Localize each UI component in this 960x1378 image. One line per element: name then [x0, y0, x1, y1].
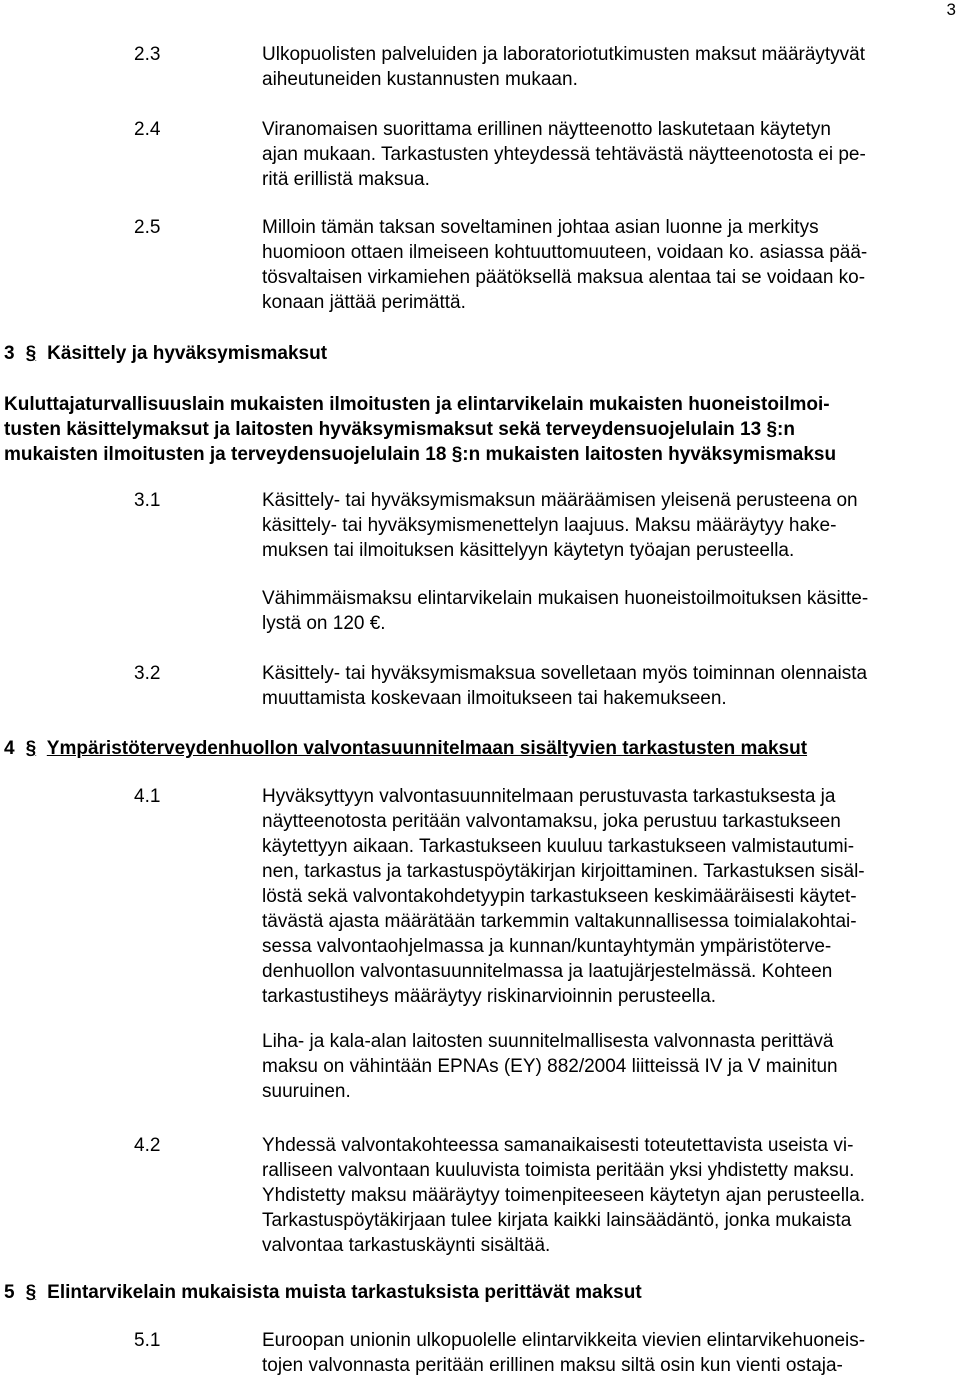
section-title: Käsittely ja hyväksymismaksut: [47, 343, 328, 364]
section-title: Elintarvikelain mukaisista muista tarkastuksista perittävät maksut: [47, 1282, 642, 1303]
section-intro: Kuluttajaturvallisuuslain mukaisten ilmoitusten ja elintarvikelain mukaisten huoneistoilmoi- tusten käsittelymaksut ja laitosten hyväksymismaksut sekä terveydensuojelulain 13 §:n mukaisten ilmoitusten ja terveydensuojelulain 18 §:n mukaisten laitosten hyväksymismaksu: [4, 394, 837, 465]
item-number: 4.2: [134, 1135, 161, 1156]
section-symbol: §: [25, 1282, 37, 1303]
section-number: 3: [4, 343, 15, 364]
item-text: Hyväksyttyyn valvontasuunnitelmaan perustuvasta tarkastuksesta ja näytteenotosta peritään valvontamaksu, joka perustuu tarkastukseen käytettyyn aikaan. Tarkastukseen kuuluu tarkastukseen valmistautumi- nen, tarkastus ja tarkastuspöytäkirjan kirjoittaminen. Tarkastuksen sisäl- löstä sekä valvontakohdetyypin tarkastukseen keskimääräisesti käytet- tävästä ajasta määrätään tarkemmin valtakunnallisessa toimialakohtai- sessa valvontaohjelmassa ja kunnan/kuntayhtymän ympäristöterve- denhuollon valvontasuunnitelmassa ja laatujärjestelmässä. Kohteen tarkastustiheys määräytyy riskinarvioinnin perusteella.: [262, 786, 865, 1007]
item-text: Viranomaisen suorittama erillinen näytteenotto laskutetaan käytetyn ajan mukaan. Tarkastusten yhteydessä tehtävästä näytteenotosta ei pe- ritä erillistä maksua.: [262, 119, 866, 190]
item-number: 3.1: [134, 490, 161, 511]
item-number: 4.1: [134, 786, 161, 807]
section-heading: [4, 341, 327, 366]
section-number: 5: [4, 1282, 15, 1303]
section-heading: [4, 1280, 642, 1305]
section-title: Ympäristöterveydenhuollon valvontasuunnitelmaan sisältyvien tarkastusten maksut: [46, 738, 808, 759]
item-text: Ulkopuolisten palveluiden ja laboratoriotutkimusten maksut määräytyvät aiheutuneiden kustannusten mukaan.: [262, 44, 866, 90]
item-extra-text: Liha- ja kala-alan laitosten suunnitelmallisesta valvonnasta perittävä maksu on vähintään EPNAs (EY) 882/2004 liitteissä IV ja V mainitun suuruinen.: [262, 1031, 838, 1102]
item-text: Käsittely- tai hyväksymismaksun määräämisen yleisenä perusteena on käsittely- tai hyväksymismenettelyn laajuus. Maksu määräytyy hake- muksen tai ilmoituksen käsittelyyn käytetyn työajan perusteella.: [262, 490, 858, 561]
item-text: Milloin tämän taksan soveltaminen johtaa asian luonne ja merkitys huomioon ottaen ilmeiseen kohtuuttomuuteen, voidaan ko. asiassa pää- tösvaltaisen virkamiehen päätöksellä maksua alentaa tai se voidaan ko- konaan jättää perimättä.: [262, 217, 868, 313]
section-symbol: §: [25, 738, 37, 759]
item-extra-text: Vähimmäismaksu elintarvikelain mukaisen huoneistoilmoituksen käsitte- lystä on 120 €.: [262, 588, 869, 634]
section-number: 4: [4, 738, 15, 759]
item-number: 5.1: [134, 1330, 161, 1351]
item-text: Käsittely- tai hyväksymismaksua sovelletaan myös toiminnan olennaista muuttamista koskevaan ilmoitukseen tai hakemukseen.: [262, 663, 868, 709]
page-number: 3: [946, 0, 956, 19]
item-number: 2.4: [134, 119, 161, 140]
section-symbol: §: [25, 343, 37, 364]
item-text: Euroopan unionin ulkopuolelle elintarvikkeita vievien elintarvikehuoneis- tojen valvonnasta peritään erillinen maksu siltä osin kun vienti ostaja-: [262, 1330, 866, 1376]
item-text: Yhdessä valvontakohteessa samanaikaisesti toteutettavista useista vi- ralliseen valvontaan kuuluvista toimista peritään yksi yhdistetty maksu. Yhdistetty maksu määräytyy toimenpiteeseen käytetyn ajan perusteella. Tarkastuspöytäkirjaan tulee kirjata kaikki lainsäädäntö, jonka mukaista valvontaa tarkastuskäynti sisältää.: [262, 1135, 866, 1256]
item-number: 3.2: [134, 663, 161, 684]
item-number: 2.3: [134, 44, 161, 65]
item-number: 2.5: [134, 217, 161, 238]
section-heading: [4, 736, 807, 761]
